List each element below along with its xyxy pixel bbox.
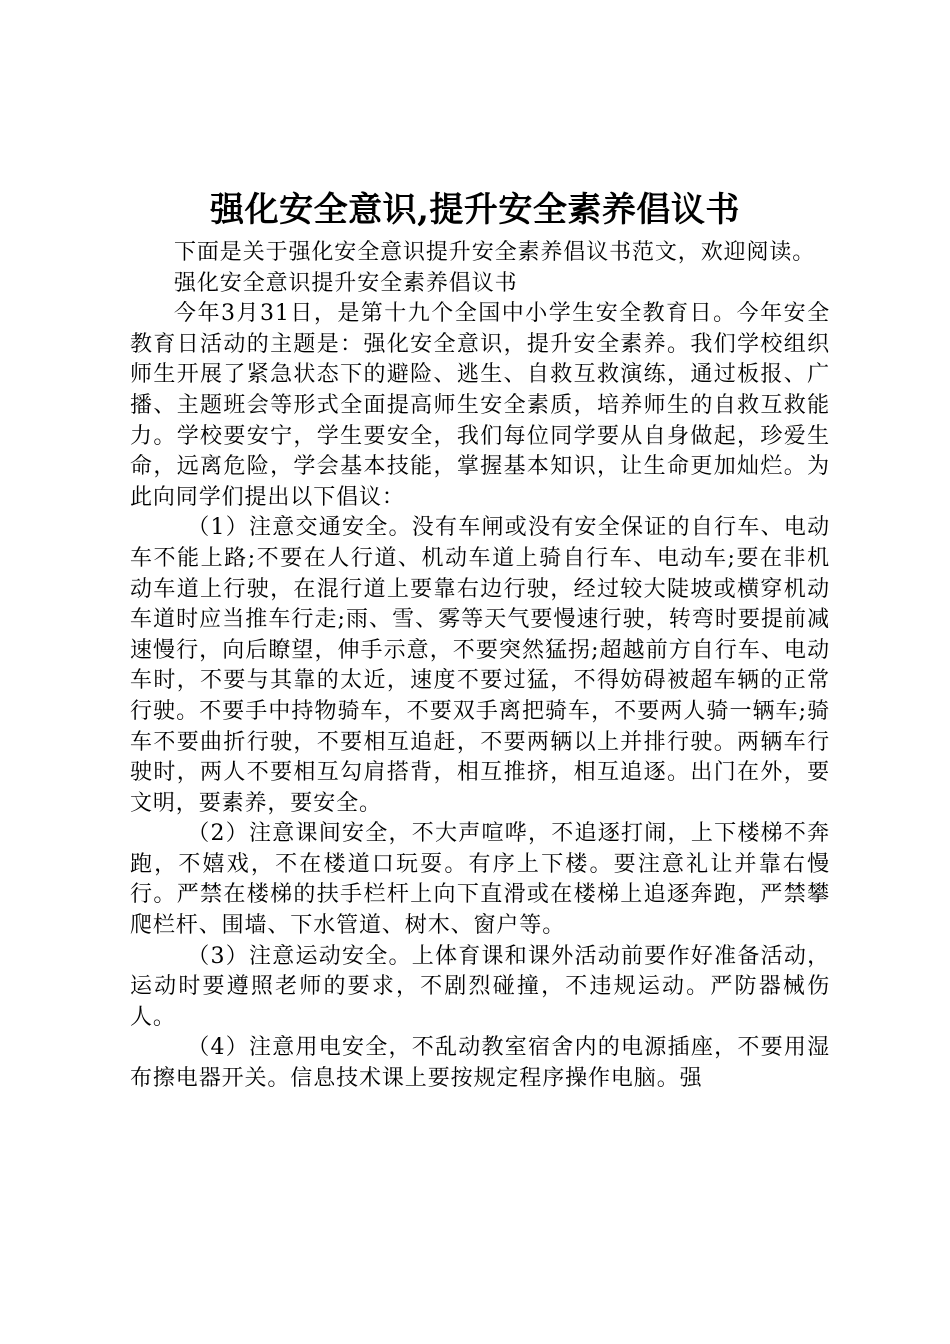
proposal-3-sports: （3）注意运动安全。上体育课和课外活动前要作好准备活动，运动时要遵照老师的要求，不剧烈碰撞，不违规运动。严防器械伤人。 bbox=[130, 943, 830, 1030]
intro-paragraph: 下面是关于强化安全意识提升安全素养倡议书范文，欢迎阅读。 bbox=[174, 240, 816, 265]
proposal-4-electric: （4）注意用电安全，不乱动教室宿舍内的电源插座，不要用湿布擦电器开关。信息技术课上要按规定程序操作电脑。强 bbox=[130, 1035, 830, 1092]
subtitle-paragraph: 强化安全意识提升安全素养倡议书 bbox=[174, 270, 518, 296]
document-title: 强化安全意识,提升安全素养倡议书 bbox=[210, 190, 740, 230]
document-body bbox=[130, 238, 830, 1095]
proposal-2-break: （2）注意课间安全，不大声喧哗，不追逐打闹，上下楼梯不奔跑，不嬉戏，不在楼道口玩耍。有序上下楼。要注意礼让并靠右慢行。严禁在楼梯的扶手栏杆上向下直滑或在楼梯上追逐奔跑，严禁攀爬栏杆、围墙、下水管道、树木、窗户等。 bbox=[130, 821, 830, 939]
proposal-1-traffic: （1）注意交通安全。没有车闸或没有安全保证的自行车、电动车不能上路;不要在人行道、机动车道上骑自行车、电动车;要在非机动车道上行驶，在混行道上要靠右边行驶，经过较大陡坡或横穿机动车道时应当推车行走;雨、雪、雾等天气要慢速行驶，转弯时要提前减速慢行，向后瞭望，伸手示意，不要突然猛拐;超越前方自行车、电动车时，不要与其靠的太近，速度不要过猛，不得妨碍被超车辆的正常行驶。不要手中持物骑车，不要双手离把骑车，不要两人骑一辆车;骑车不要曲折行驶，不要相互追赶，不要两辆以上并排行驶。两辆车行驶时，两人不要相互勾肩搭背，相互推挤，相互追逐。出门在外，要文明，要素养，要安全。 bbox=[130, 515, 830, 816]
opening-paragraph: 今年3月31日，是第十九个全国中小学生安全教育日。今年安全教育日活动的主题是：强化安全意识，提升安全素养。我们学校组织师生开展了紧急状态下的避险、逃生、自救互救演练，通过板报、广播、主题班会等形式全面提高师生安全素质，培养师生的自救互救能力。学校要安宁，学生要安全，我们每位同学要从自身做起，珍爱生命，远离危险，学会基本技能，掌握基本知识，让生命更加灿烂。为此向同学们提出以下倡议： bbox=[130, 301, 830, 510]
